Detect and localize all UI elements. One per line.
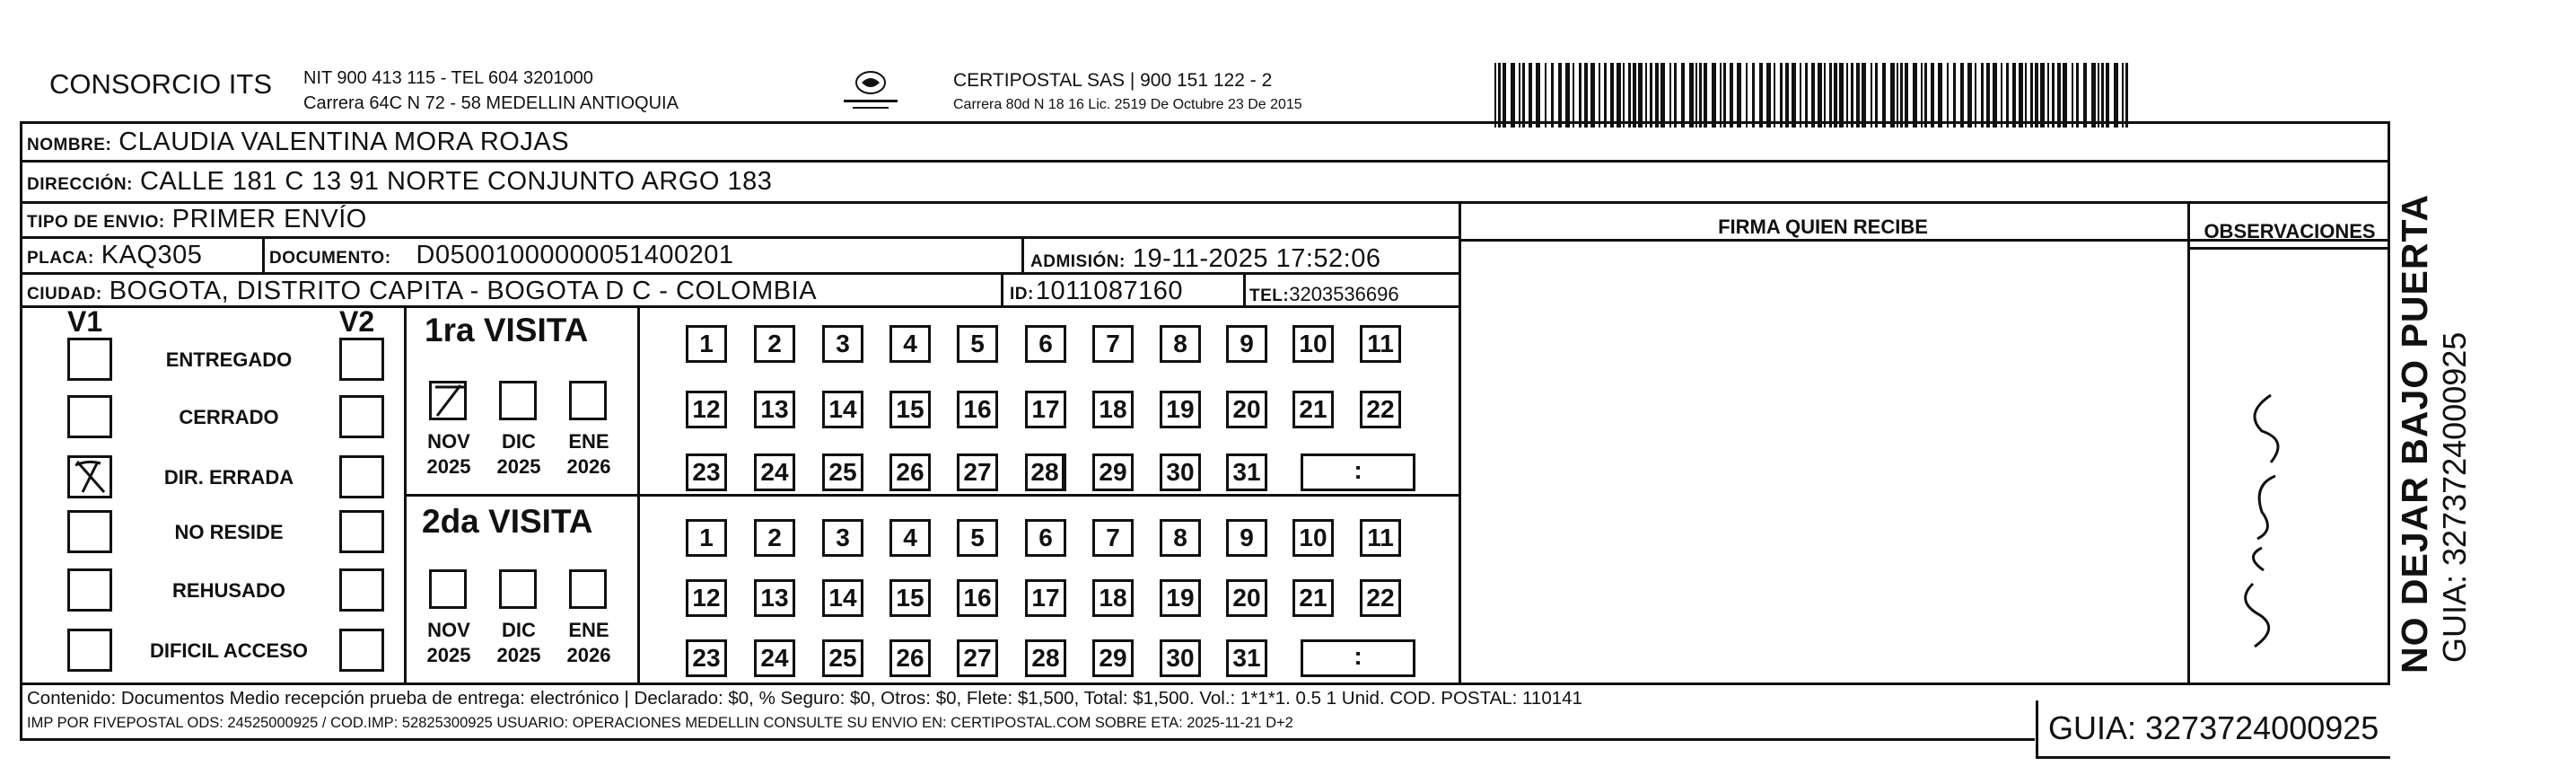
barcode-bar [1824, 63, 1826, 128]
placa-value: KAQ305 [101, 241, 203, 269]
nombre-label: NOMBRE: [27, 136, 112, 154]
day-checkbox[interactable]: 7 [1092, 325, 1134, 363]
sig-left-border [1459, 201, 1461, 684]
barcode-bar [1590, 63, 1595, 128]
id-label: ID: [1010, 285, 1034, 304]
rule-3 [20, 201, 2389, 204]
day-checkbox[interactable]: 14 [822, 579, 863, 617]
day-checkbox[interactable]: 24 [754, 639, 795, 677]
tel-value: 3203536696 [1289, 283, 1399, 305]
barcode-bar [2001, 63, 2002, 128]
v1-checkbox[interactable] [67, 510, 112, 553]
day-checkbox[interactable]: 4 [889, 519, 931, 557]
ciudad-value: BOGOTA, DISTRITO CAPITA - BOGOTA D C - COLOMBIA [109, 277, 818, 305]
documento-cell [269, 241, 734, 270]
day-checkbox[interactable]: 20 [1226, 391, 1267, 428]
tel-label: TEL: [1249, 286, 1290, 305]
barcode-bar [1599, 63, 1600, 128]
day-checkbox[interactable]: 13 [754, 579, 795, 617]
day-checkbox[interactable]: 16 [957, 579, 998, 617]
right-border [2388, 202, 2390, 685]
barcode [1494, 63, 2132, 128]
barcode-bar [2122, 63, 2124, 128]
tel-cell [1249, 283, 1399, 306]
barcode-bar [1551, 63, 1554, 128]
documento-value: D05001000000051400201 [416, 241, 734, 269]
month-label: NOV 2025 [426, 619, 471, 666]
day-checkbox[interactable]: 30 [1160, 639, 1201, 677]
footer-print-info: IMP POR FIVEPOSTAL ODS: 24525000925 / COD.IMP: 52825300925 USUARIO: OPERACIONES MEDELLIN CONSULTE SU ENVIO EN: CERTIPOSTAL.COM SOBRE ETA: 2025-11-21 D+2 [27, 715, 1293, 731]
day-checkbox[interactable]: 24 [754, 454, 795, 491]
footer-contents: Contenido: Documentos Medio recepción prueba de entrega: electrónico | Declarado: $0, % Seguro: $0, Otros: $0, Flete: $1,500, Total: $1,500. Vol.: 1*1*1. 0.5 1 Unid. COD. POSTAL: 110141 [27, 688, 1582, 709]
barcode-bar [1529, 63, 1532, 128]
day-checkbox[interactable]: 2 [754, 325, 795, 363]
day-checkbox[interactable]: 18 [1092, 391, 1134, 428]
month-checkbox[interactable] [569, 569, 607, 609]
day-checkbox[interactable]: 1 [686, 519, 727, 557]
barcode-bar [1875, 63, 1878, 128]
barcode-bar [2101, 63, 2104, 128]
direccion-label: DIRECCIÓN: [27, 175, 133, 194]
day-checkbox[interactable]: 25 [822, 639, 863, 677]
barcode-bar [1669, 63, 1671, 128]
id-value: 1011087160 [1035, 277, 1183, 305]
barcode-bar [1921, 63, 1923, 128]
barcode-bar [2035, 63, 2038, 128]
barcode-bar [1947, 63, 1949, 128]
visit-option-label: NO RESIDE [174, 521, 284, 543]
barcode-bar [1720, 63, 1722, 128]
obs-left-border [2187, 201, 2190, 684]
month-label: NOV 2025 [426, 430, 471, 478]
day-checkbox[interactable]: 14 [822, 391, 863, 428]
company-address: Carrera 64C N 72 - 58 MEDELLIN ANTIOQUIA [303, 93, 679, 113]
v2-checkbox[interactable] [339, 338, 384, 381]
barcode-bar [2012, 63, 2016, 128]
barcode-bar [2006, 63, 2009, 128]
barcode-bar [1558, 63, 1562, 128]
day-checkbox[interactable]: 12 [686, 391, 727, 428]
barcode-bar [1960, 63, 1964, 128]
admision-cell [1030, 244, 1380, 274]
day-checkbox[interactable]: 23 [686, 639, 727, 677]
barcode-bar [2057, 63, 2061, 128]
barcode-bar [1650, 63, 1652, 128]
day-checkbox[interactable]: 8 [1160, 519, 1201, 557]
barcode-bar [2040, 63, 2045, 128]
barcode-bar [1839, 63, 1844, 128]
tipo-row [27, 205, 367, 234]
day-checkbox[interactable]: 31 [1226, 454, 1267, 491]
barcode-bar [2125, 63, 2128, 128]
nombre-row [27, 128, 569, 157]
barcode-bar [1800, 63, 1801, 128]
no-dejar-warning: NO DEJAR BAJO PUERTA [2394, 193, 2435, 674]
day-checkbox[interactable]: 22 [1360, 391, 1401, 428]
day-checkbox[interactable]: 5 [957, 325, 998, 363]
barcode-bar [1981, 63, 1984, 128]
v1-checkbox[interactable] [67, 455, 112, 498]
day-checkbox[interactable]: 4 [889, 325, 931, 363]
barcode-bar [1660, 63, 1665, 128]
month-checkbox[interactable] [569, 381, 607, 420]
v2-checkbox[interactable] [339, 629, 384, 672]
barcode-bar [1846, 63, 1848, 128]
barcode-bar [2098, 63, 2099, 128]
barcode-bar [1730, 63, 1733, 128]
v1-checkbox[interactable] [67, 568, 112, 612]
rule-4 [20, 236, 1460, 239]
barcode-bar [2072, 63, 2073, 128]
barcode-bar [1986, 63, 1990, 128]
day-checkbox[interactable]: 3 [822, 519, 863, 557]
v2-header: V2 [339, 305, 375, 338]
barcode-bar [1975, 63, 1976, 128]
barcode-bar [1792, 63, 1796, 128]
first-visit-title: 1ra VISITA [425, 312, 589, 348]
day-checkbox[interactable]: 28 [1025, 639, 1066, 677]
barcode-bar [1674, 63, 1677, 128]
day-checkbox[interactable]: 25 [822, 454, 863, 491]
barcode-bar [1897, 63, 1898, 128]
v1-checkbox[interactable] [67, 629, 112, 672]
barcode-bar [1882, 63, 1886, 128]
guia-box-left [2036, 700, 2038, 759]
barcode-bar [1953, 63, 1956, 128]
day-checkbox[interactable]: 1 [686, 325, 727, 363]
day-checkbox[interactable]: 11 [1360, 519, 1401, 557]
rule-bottom [20, 738, 2035, 741]
barcode-bar [2047, 63, 2049, 128]
placa-label: PLACA: [27, 249, 94, 268]
documento-label: DOCUMENTO: [269, 249, 391, 268]
day-checkbox[interactable]: 29 [1092, 639, 1134, 677]
tipo-label: TIPO DE ENVIO: [27, 213, 165, 232]
partner-license: Carrera 80d N 18 16 Lic. 2519 De Octubre 23 De 2015 [953, 97, 1302, 112]
company-nit: NIT 900 413 115 - TEL 604 3201000 [303, 68, 593, 88]
day-checkbox[interactable]: 13 [754, 391, 795, 428]
barcode-bar [1623, 63, 1625, 128]
placa-cell [27, 241, 202, 270]
day-checkbox[interactable]: 7 [1092, 519, 1134, 557]
guia-box-number: GUIA: 3273724000925 [2048, 709, 2379, 746]
barcode-bar [2052, 63, 2055, 128]
barcode-bar [1610, 63, 1614, 128]
barcode-bar [1871, 63, 1872, 128]
barcode-bar [1913, 63, 1917, 128]
day-checkbox[interactable]: 11 [1360, 325, 1401, 363]
day-checkbox[interactable]: 21 [1292, 579, 1334, 617]
day-checkbox[interactable]: 17 [1025, 579, 1066, 617]
barcode-bar [1811, 63, 1815, 128]
barcode-bar [1712, 63, 1716, 128]
day-checkbox[interactable]: 27 [957, 454, 998, 491]
second-visit-title: 2da VISITA [422, 503, 593, 540]
barcode-bar [1573, 63, 1574, 128]
day-checkbox[interactable]: 26 [889, 454, 931, 491]
barcode-bar [1931, 63, 1934, 128]
rule-1 [20, 121, 2389, 124]
barcode-bar [1967, 63, 1972, 128]
barcode-bar [1511, 63, 1515, 128]
handwritten-signature [2208, 377, 2316, 665]
admision-label: ADMISIÓN: [1030, 252, 1126, 271]
barcode-bar [1565, 63, 1570, 128]
day-checkbox[interactable]: 17 [1025, 391, 1066, 428]
visit-option-label: ENTREGADO [165, 348, 293, 371]
day-checkbox[interactable]: 26 [889, 639, 931, 677]
barcode-bar [2076, 63, 2079, 128]
visit-option-label: DIFICIL ACCESO [149, 639, 308, 662]
admision-value: 19-11-2025 17:52:06 [1132, 244, 1381, 273]
barcode-bar [1856, 63, 1860, 128]
day-checkbox[interactable]: 6 [1025, 325, 1066, 363]
side-text [2392, 189, 2473, 674]
v2-checkbox[interactable] [339, 568, 384, 612]
barcode-bar [2114, 63, 2118, 128]
barcode-bar [1752, 63, 1755, 128]
guia-box-bottom [2036, 756, 2390, 759]
day-checkbox[interactable]: 5 [957, 519, 998, 557]
tel-divider [1243, 272, 1246, 306]
day-checkbox[interactable]: 2 [754, 519, 795, 557]
day-checkbox[interactable]: 9 [1226, 519, 1267, 557]
side-guia: GUIA: 3273724000925 [2436, 331, 2473, 663]
barcode-bar [1704, 63, 1707, 128]
day-checkbox[interactable]: 23 [686, 454, 727, 491]
barcode-bar [1774, 63, 1775, 128]
barcode-bar [1766, 63, 1771, 128]
barcode-bar [1579, 63, 1582, 128]
v2-checkbox[interactable] [339, 455, 384, 498]
barcode-bar [1689, 63, 1694, 128]
obs-rule [2187, 247, 2390, 250]
barcode-bar [1545, 63, 1546, 128]
barcode-bar [1890, 63, 1895, 128]
v1-checkbox[interactable] [67, 338, 112, 381]
day-checkbox[interactable]: 16 [957, 391, 998, 428]
id-divider [1001, 272, 1003, 306]
barcode-bar [1905, 63, 1908, 128]
barcode-bar [1604, 63, 1607, 128]
day-checkbox[interactable]: 27 [957, 639, 998, 677]
id-cell [1010, 277, 1183, 306]
day-checkbox[interactable]: 30 [1160, 454, 1201, 491]
barcode-bar [1681, 63, 1685, 128]
month-checkbox[interactable] [499, 381, 537, 420]
barcode-bar [1785, 63, 1789, 128]
nombre-value: CLAUDIA VALENTINA MORA ROJAS [118, 128, 570, 156]
admision-divider [1021, 236, 1024, 274]
barcode-bar [1584, 63, 1588, 128]
barcode-bar [1536, 63, 1540, 128]
barcode-bar [1695, 63, 1697, 128]
ciudad-cell [27, 277, 817, 306]
barcode-bar [1862, 63, 1866, 128]
barcode-bar [2019, 63, 2023, 128]
direccion-row [27, 167, 772, 197]
visit-option-label: CERRADO [179, 406, 279, 428]
month-checkbox[interactable] [499, 569, 537, 609]
barcode-bar [2025, 63, 2027, 128]
barcode-bar [2083, 63, 2087, 128]
barcode-bar [1638, 63, 1643, 128]
direccion-value: CALLE 181 C 13 91 NORTE CONJUNTO ARGO 183 [139, 167, 773, 196]
month-label: ENE 2026 [566, 619, 611, 666]
barcode-bar [1900, 63, 1903, 128]
day-checkbox[interactable]: 10 [1292, 325, 1334, 363]
barcode-bar [2106, 63, 2109, 128]
day-checkbox[interactable]: 15 [889, 391, 931, 428]
day-checkbox[interactable]: 8 [1160, 325, 1201, 363]
barcode-bar [1723, 63, 1726, 128]
day-checkbox[interactable]: 6 [1025, 519, 1066, 557]
company-name: CONSORCIO ITS [49, 68, 273, 100]
day-checkbox[interactable]: 10 [1292, 519, 1334, 557]
day-checkbox[interactable]: 21 [1292, 391, 1334, 428]
day-checkbox[interactable]: 15 [889, 579, 931, 617]
day-checkbox[interactable]: 29 [1092, 454, 1134, 491]
barcode-bar [1522, 63, 1525, 128]
day-checkbox[interactable]: 18 [1092, 579, 1134, 617]
time-field[interactable]: : [1301, 454, 1415, 491]
barcode-bar [2030, 63, 2033, 128]
visit-option-label: DIR. ERRADA [163, 466, 294, 489]
month-label: DIC 2025 [496, 619, 541, 666]
barcode-bar [1628, 63, 1631, 128]
day-checkbox[interactable]: 9 [1226, 325, 1267, 363]
day-checkbox[interactable]: 3 [822, 325, 863, 363]
rule-footer [20, 683, 2389, 685]
firma-label: FIRMA QUIEN RECIBE [1718, 216, 1928, 238]
v2-checkbox[interactable] [339, 395, 384, 438]
left-border [20, 121, 22, 739]
barcode-bar [1519, 63, 1520, 128]
barcode-bar [1924, 63, 1927, 128]
barcode-bar [1617, 63, 1621, 128]
barcode-bar [1780, 63, 1783, 128]
rule-2 [20, 160, 2389, 163]
day-checkbox[interactable]: 22 [1360, 579, 1401, 617]
v2-checkbox[interactable] [339, 510, 384, 553]
ciudad-label: CIUDAD: [27, 285, 102, 304]
barcode-bar [1503, 63, 1506, 128]
day-checkbox[interactable]: 19 [1160, 391, 1201, 428]
visit-divider [404, 494, 1461, 497]
barcode-bar [1759, 63, 1763, 128]
barcode-bar [1746, 63, 1748, 128]
month-checkbox[interactable] [429, 381, 467, 420]
barcode-bar [1498, 63, 1501, 128]
barcode-bar [1655, 63, 1659, 128]
day-checkbox[interactable]: 20 [1226, 579, 1267, 617]
placa-divider [262, 236, 265, 274]
barcode-bar [1633, 63, 1636, 128]
barcode-bar [1494, 63, 1496, 128]
day-checkbox[interactable]: 28 [1025, 454, 1066, 491]
barcode-bar [2063, 63, 2067, 128]
barcode-bar [1699, 63, 1702, 128]
barcode-bar [1737, 63, 1741, 128]
month-label: ENE 2026 [566, 430, 611, 478]
barcode-bar [1993, 63, 1997, 128]
day-checkbox[interactable]: 19 [1160, 579, 1201, 617]
month-label: DIC 2025 [496, 430, 541, 478]
barcode-bar [1829, 63, 1832, 128]
barcode-bar [1645, 63, 1647, 128]
barcode-bar [1818, 63, 1822, 128]
barcode-bar [1805, 63, 1808, 128]
observaciones-label: OBSERVACIONES [2204, 220, 2376, 242]
certipostal-logo [835, 66, 907, 119]
day-checkbox[interactable]: 31 [1226, 639, 1267, 677]
tipo-value: PRIMER ENVÍO [171, 205, 367, 233]
v1-checkbox[interactable] [67, 395, 112, 438]
partner-name: CERTIPOSTAL SAS | 900 151 122 - 2 [953, 70, 1273, 91]
day-checkbox[interactable]: 12 [686, 579, 727, 617]
v1-header: V1 [67, 305, 103, 338]
barcode-bar [1938, 63, 1942, 128]
barcode-bar [1851, 63, 1853, 128]
barcode-bar [1834, 63, 1837, 128]
time-field[interactable]: : [1301, 639, 1415, 677]
month-checkbox[interactable] [429, 569, 467, 609]
barcode-bar [2091, 63, 2096, 128]
visit-option-label: REHUSADO [172, 579, 285, 602]
